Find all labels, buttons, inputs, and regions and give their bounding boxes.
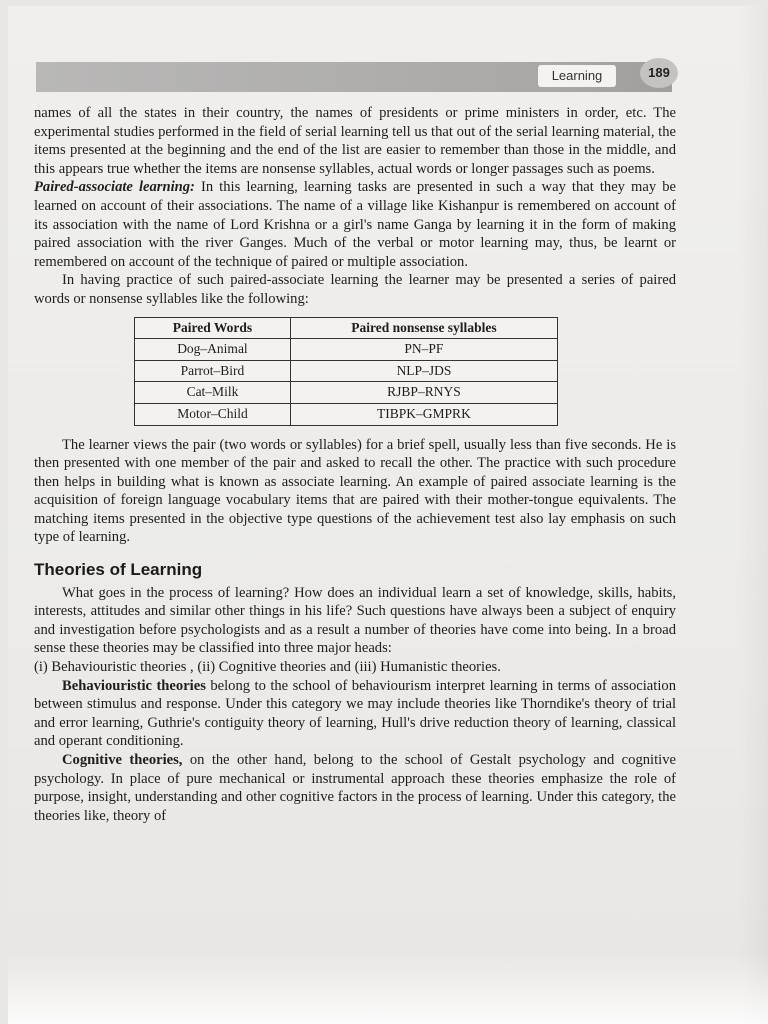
three-heads-line: (i) Behaviouristic theories , (ii) Cognitive theories and (iii) Humanistic theories.	[34, 659, 501, 676]
table-row	[135, 360, 558, 382]
page-body	[34, 104, 676, 825]
table-header-row	[135, 317, 558, 339]
running-header-title: Learning	[538, 65, 616, 87]
paired-associate-paragraph	[34, 178, 676, 271]
table-row	[135, 382, 558, 404]
column-header: Paired Words	[135, 317, 291, 339]
behaviouristic-term: Behaviouristic theories	[62, 677, 206, 694]
nonsense-syllable-cell: TIBPK–GMPRK	[290, 403, 557, 425]
nonsense-syllable-cell: NLP–JDS	[290, 360, 557, 382]
behaviouristic-text: belong to the school of behaviourism interpret learning in terms of association between stimulus and response. Under this category we may include theories like Thorndike's theory of trial and error learning, Guthrie's contiguity theory of learning, Hull's drive reduction theory of learning, classical and operant conditioning.	[34, 677, 676, 750]
column-header: Paired nonsense syllables	[290, 317, 557, 339]
nonsense-syllable-cell: RJBP–RNYS	[290, 382, 557, 404]
page-bottom-glare	[8, 954, 768, 1024]
intro-paragraph: names of all the states in their country, the names of presidents or prime ministers in order, etc. The experimental studies performed in the field of serial learning tell us that out of the serial learning material, the items presented at the beginning and the end of the list are easier to remember than those in the middle, and this appears true whether the items are nonsense syllables, actual words or longer passages such as poems.	[34, 105, 676, 177]
cognitive-term: Cognitive theories,	[62, 752, 183, 768]
paired-items-table	[134, 317, 558, 426]
nonsense-syllable-cell: PN–PF	[290, 339, 557, 361]
paired-associate-text: In this learning, learning tasks are presented in such a way that they may be learned on account of their associations. The name of a village like Kishanpur is remembered on account of its association with the name of Lord Krishna or a girl's name Ganga by learning it in the form of making paired association with the river Ganges. Much of the verbal or motor learning may, thus, be learnt or remembered on account of the technique of paired or multiple association.	[34, 179, 676, 270]
paired-associate-label: Paired-associate learning:	[34, 179, 195, 196]
table-row	[135, 339, 558, 361]
section-heading: Theories of Learning	[34, 560, 203, 580]
paired-word-cell: Cat–Milk	[135, 382, 291, 404]
behaviouristic-paragraph	[34, 677, 676, 751]
book-page	[8, 6, 768, 1024]
page-number: 189	[640, 58, 678, 88]
cognitive-paragraph	[34, 751, 676, 825]
paired-word-cell: Dog–Animal	[135, 339, 291, 361]
table-row	[135, 403, 558, 425]
cognitive-text: on the other hand, belong to the school of Gestalt psychology and cognitive psychology. In place of pure mechanical or instrumental approach these theories emphasize the role of purpose, insight, understanding and other cognitive factors in the process of learning. Under this category, the theories like, theory of	[34, 752, 676, 824]
learner-paragraph: The learner views the pair (two words or syllables) for a brief spell, usually less than five seconds. He is then presented with one member of the pair and asked to recall the other. The practice with such procedure then helps in building what is known as associate learning. An example of paired associate learning is the acquisition of foreign language vocabulary items that are paired with their mother-tongue equivalents. The matching items presented in the objective type questions of the achievement test also lay emphasis on such type of learning.	[34, 436, 676, 546]
paired-word-cell: Motor–Child	[135, 403, 291, 425]
theories-paragraph: What goes in the process of learning? How does an individual learn a set of knowledge, skills, habits, interests, attitudes and similar other things in his life? Such questions have always been a subject of enquiry and investigation before psychologists and as a result a number of theories have come into being. In a broad sense these theories may be classified into three major heads:	[34, 584, 676, 657]
paired-word-cell: Parrot–Bird	[135, 360, 291, 382]
page-shadow	[738, 6, 768, 1024]
practice-paragraph: In having practice of such paired-associate learning the learner may be presented a series of paired words or nonsense syllables like the following:	[34, 272, 676, 307]
